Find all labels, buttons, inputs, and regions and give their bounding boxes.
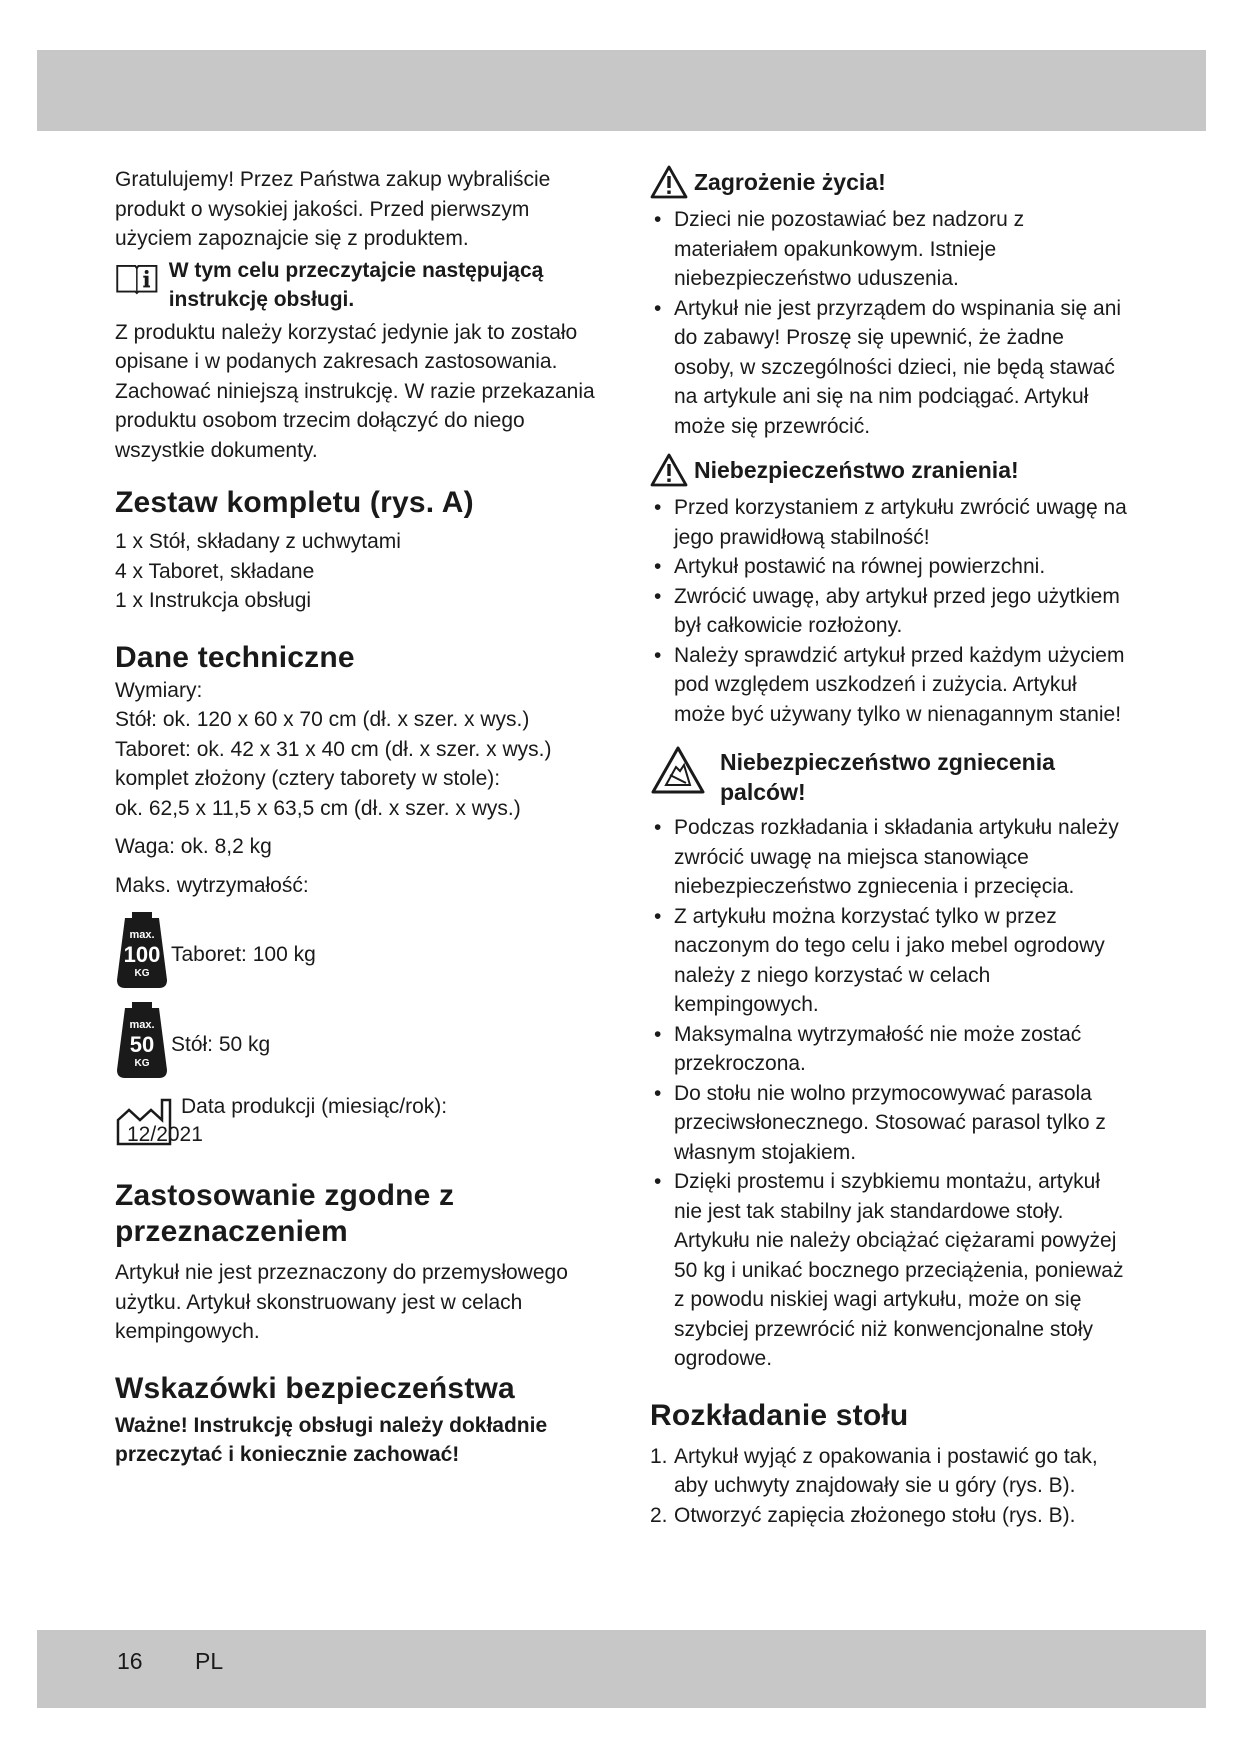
list-item: • Dzieci nie pozostawiać bez nadzoru z materiałem opakunkowym. Istnieje niebezpieczeństwo uduszenia. [650, 205, 1130, 294]
weight-icon-unit: KG [134, 1058, 150, 1069]
folded-label: komplet złożony (cztery taborety w stole): [115, 767, 501, 790]
intro-text: Gratulujemy! Przez Państwa zakup wybraliście produkt o wysokiej jakości. Przed pierwszym użyciem zapoznajcie się z produktem. [115, 168, 551, 250]
list-item: • Z artykułu można korzystać tylko w przez naczonym do tego celu i jako mebel ogrodowy należy z niego korzystać w celach kempingowych. [650, 902, 1130, 1020]
list-item: • Podczas rozkładania i składania artykułu należy zwrócić uwagę na miejsca stanowiące niebezpieczeństwo zgniecenia i przecięcia. [650, 813, 1130, 902]
weight-50kg-icon [115, 1000, 169, 1080]
list-item: • Artykuł postawić na równej powierzchni. [650, 552, 1130, 582]
weight-icon-top: max. [129, 1019, 155, 1031]
kit-heading: Zestaw kompletu (rys. A) [115, 486, 474, 519]
kit-item: 4 x Taboret, składane [115, 559, 315, 583]
page-number: 16 [117, 1648, 143, 1674]
life-hazard-title: Zagrożenie życia! [694, 169, 886, 195]
warning-triangle-icon [650, 165, 688, 199]
tech-heading: Dane techniczne [115, 640, 355, 674]
step-text: Otworzyć zapięcia złożonego stołu (rys. B). [674, 1503, 1076, 1527]
intended-use-text: Artykuł nie jest przeznaczony do przemysłowego użytku. Artykuł skonstruowany jest w celach kempingowych. [115, 1261, 568, 1343]
intended-use-heading: Zastosowanie zgodne z przeznaczeniem [115, 1179, 455, 1248]
stool-load-text: Taboret: 100 kg [171, 942, 316, 966]
dims-label: Wymiary: [115, 678, 203, 702]
list-item [650, 1442, 1130, 1501]
stool-load-row [115, 910, 595, 990]
table-load-row [115, 1000, 595, 1080]
right-column [650, 165, 1130, 1530]
list-item: • Do stołu nie wolno przymocowywać parasola przeciwsłonecznego. Stosować parasol tylko z własnym stojakiem. [650, 1079, 1130, 1168]
left-column [115, 165, 595, 1470]
folded-dims: ok. 62,5 x 11,5 x 63,5 cm (dł. x szer. x wys.) [115, 796, 521, 820]
life-hazard-heading [650, 165, 1130, 199]
crush-hazard-heading [650, 745, 1130, 807]
list-item [650, 1501, 1130, 1531]
warning-triangle-icon [650, 453, 688, 487]
stool-dims: Taboret: ok. 42 x 31 x 40 cm (dł. x szer. x wys.) [115, 737, 552, 761]
injury-hazard-heading [650, 453, 1130, 487]
weight-icon-num: 100 [123, 942, 161, 967]
unfold-steps [650, 1442, 1130, 1531]
list-item: • Artykuł nie jest przyrządem do wspinania się ani do zabawy! Proszę się upewnić, że żadne osoby, w szczególności dzieci, nie będą stawać na artykule ani się na nim podciągać. Artykuł może się przewrócić. [650, 294, 1130, 442]
table-dims: Stół: ok. 120 x 60 x 70 cm (dł. x szer. x wys.) [115, 708, 530, 731]
weight-text: Waga: ok. 8,2 kg [115, 835, 272, 858]
read-instructions-note [115, 256, 595, 314]
table-load-text: Stół: 50 kg [171, 1032, 271, 1056]
header-band [37, 50, 1206, 131]
step-number: 1. [650, 1444, 668, 1468]
weight-icon-unit: KG [134, 968, 150, 979]
crush-hazard-title: Niebezpieczeństwo zgniecenia palców! [720, 749, 1055, 805]
max-load-label: Maks. wytrzymałość: [115, 873, 309, 897]
step-text: Artykuł wyjąć z opakowania i postawić go tak, aby uchwyty znajdowały sie u góry (rys. B). [674, 1444, 1098, 1497]
unfold-heading: Rozkładanie stołu [650, 1398, 909, 1432]
crush-hazard-list [650, 813, 1130, 1374]
usage-text: Z produktu należy korzystać jedynie jak to zostało opisane i w podanych zakresach zastosowania. Zachować niniejszą instrukcję. W razie przekazania produktu osobom trzecim dołączyć do niego wszystkie dokumenty. [115, 320, 595, 462]
injury-hazard-title: Niebezpieczeństwo zranienia! [694, 457, 1019, 483]
list-item: • Przed korzystaniem z artykułu zwrócić uwagę na jego prawidłową stabilność! [650, 493, 1130, 552]
production-date-label: Data produkcji (miesiąc/rok): [181, 1095, 448, 1118]
crush-warning-icon [650, 745, 706, 795]
weight-icon-top: max. [129, 929, 155, 941]
kit-list [115, 527, 595, 616]
language-code: PL [195, 1648, 224, 1674]
step-number: 2. [650, 1503, 668, 1527]
read-instructions-text: W tym celu przeczytajcie następującą instrukcję obsługi. [168, 258, 544, 311]
production-date-row [115, 1092, 595, 1152]
list-item: • Maksymalna wytrzymałość nie może zostać przekroczona. [650, 1020, 1130, 1079]
life-hazard-list [650, 205, 1130, 441]
weight-icon-num: 50 [129, 1032, 155, 1057]
manual-info-icon [115, 256, 159, 300]
kit-item: 1 x Stół, składany z uchwytami [115, 530, 401, 553]
production-date-value: 12/2021 [127, 1123, 203, 1146]
injury-hazard-list [650, 493, 1130, 729]
weight-100kg-icon [115, 910, 169, 990]
list-item: • Należy sprawdzić artykuł przed każdym użyciem pod względem uszkodzeń i zużycia. Artykuł może być używany tylko w nienagannym stanie! [650, 641, 1130, 730]
kit-item: 1 x Instrukcja obsługi [115, 589, 312, 612]
safety-important-text: Ważne! Instrukcję obsługi należy dokładnie przeczytać i koniecznie zachować! [115, 1413, 548, 1466]
list-item: • Dzięki prostemu i szybkiemu montażu, artykuł nie jest tak stabilny jak standardowe stoły. Artykułu nie należy obciążać ciężarami powyżej 50 kg i unikać bocznego przeciążenia, ponieważ z powodu niskiej wagi artykułu, może on się szybciej przewrócić niż konwencjonalne stoły ogrodowe. [650, 1167, 1130, 1374]
list-item: • Zwrócić uwagę, aby artykuł przed jego użytkiem był całkowicie rozłożony. [650, 582, 1130, 641]
safety-heading: Wskazówki bezpieczeństwa [115, 1371, 515, 1405]
